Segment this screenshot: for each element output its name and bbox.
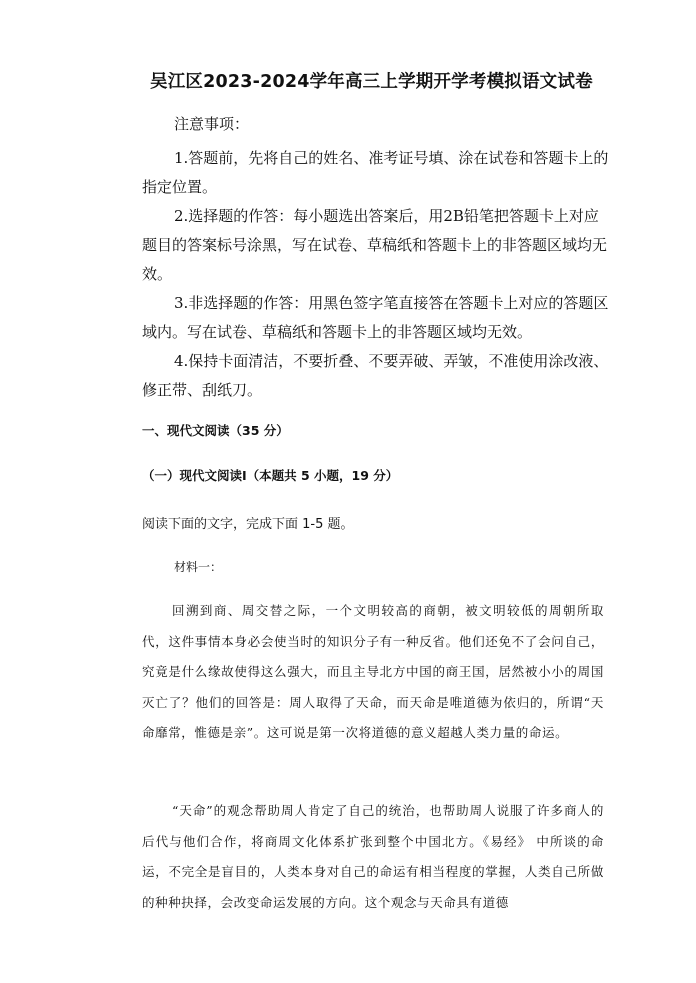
section-heading: 一、现代文阅读（35 分） <box>142 423 289 438</box>
notice-item-3: 3.非选择题的作答：用黑色签字笔直接答在答题卡上对应的答题区域内。写在试卷、草稿纸和答题卡上的非答题区域均无效。 <box>142 294 609 341</box>
material-label: 材料一： <box>174 560 223 574</box>
notice-item-4: 4.保持卡面清洁，不要折叠、不要弄破、弄皱，不准使用涂改液、修正带、刮纸刀。 <box>142 352 609 399</box>
subsection-heading: （一）现代文阅读Ⅰ（本题共 5 小题，19 分） <box>142 468 399 483</box>
reading-instruction: 阅读下面的文字，完成下面 1-5 题。 <box>142 517 354 532</box>
passage-paragraph-1: 回溯到商、周交替之际，一个文明较高的商朝，被文明较低的周朝所取代，这件事情本身必会使当时的知识分子有一种反省。他们还免不了会问自己，究竟是什么缘故使得这么强大，而且主导北方中国的商王国，居然被小小的周国灭亡了？他们的回答是：周人取得了天命，而天命是唯道德为依归的，所谓“天命靡常，惟德是亲”。这可说是第一次将道德的意义超越人类力量的命运。 <box>142 603 604 740</box>
notice-item-1: 1.答题前，先将自己的姓名、准考证号填、涂在试卷和答题卡上的指定位置。 <box>142 149 609 196</box>
notice-heading: 注意事项： <box>174 115 250 133</box>
exam-title: 吴江区2023-2024学年高三上学期开学考模拟语文试卷 <box>150 72 593 92</box>
notice-item-2: 2.选择题的作答：每小题选出答案后，用2B铅笔把答题卡上对应题目的答案标号涂黑，写在试卷、草稿纸和答题卡上的非答题区域均无效。 <box>142 207 608 283</box>
passage-paragraph-2: “天命”的观念帮助周人肯定了自己的统治，也帮助周人说服了许多商人的后代与他们合作，将商周文化体系扩张到整个中国北方。《易经》 中所谈的命运，不完全是盲目的，人类本身对自己的命运有相当程度的掌握，人类自己所做的种种抉择，会改变命运发展的方向。这个观念与天命具有道德 <box>142 803 604 910</box>
